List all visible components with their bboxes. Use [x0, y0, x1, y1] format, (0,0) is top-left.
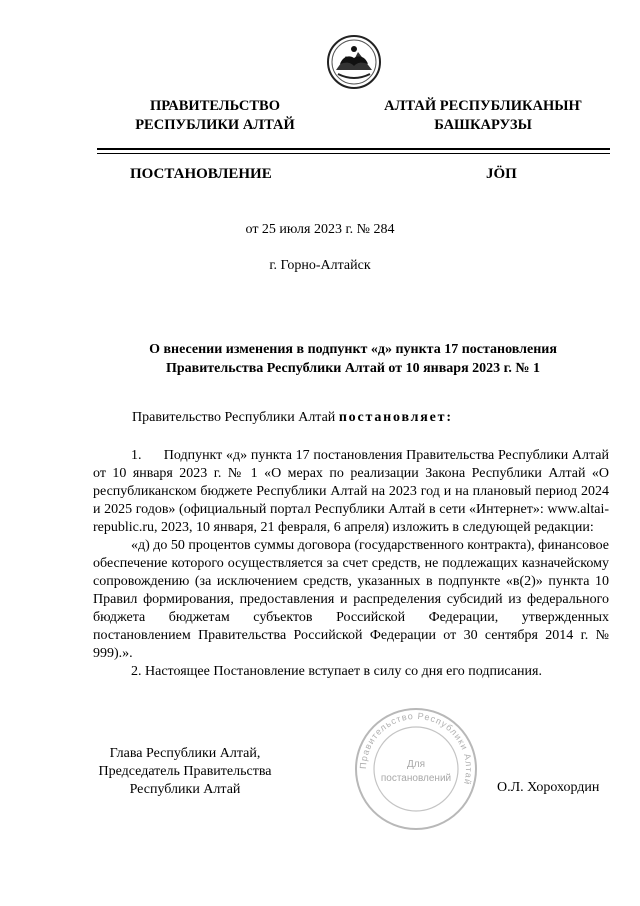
signatory-position: [80, 745, 290, 799]
issuer-altai-line-1: АЛТАЙ РЕСПУБЛИКАНЫҤ: [384, 98, 582, 114]
doc-type-altai: JÖП: [486, 166, 517, 182]
header-rule-thick: [97, 148, 610, 150]
header-rule-thin: [97, 153, 610, 154]
preamble-resolves: постановляет:: [338, 410, 453, 425]
document-title: [96, 340, 610, 378]
issuer-line-1: ПРАВИТЕЛЬСТВО: [150, 98, 280, 114]
issuer-altai-line-2: БАШКАРУЗЫ: [434, 117, 532, 133]
document-body: [93, 447, 609, 681]
title-line-1: О внесении изменения в подпункт «д» пункта 17 постановления: [149, 342, 557, 357]
preamble-text: Правительство Республики Алтай: [132, 410, 339, 425]
date-and-number: от 25 июля 2023 г. № 284: [245, 222, 395, 237]
seal-ring-text: Правительство Республики Алтай: [357, 710, 475, 787]
preamble: [132, 410, 453, 426]
doc-type-russian: ПОСТАНОВЛЕНИЕ: [130, 166, 272, 182]
seal-center-line-2: постановлений: [380, 773, 452, 784]
paragraph-item-1: 1. Подпункт «д» пункта 17 постановления Правительства Республики Алтай от 10 января 2023 г. № 1 «О мерах по реализации Закона Республики Алтай «О республиканском бюджете Республики Алтай на 2023 год и на плановый период 2024 и 2025 годов» (официальный портал Республики Алтай в сети «Интернет»: www.altai-republic.ru, 2023, 10 января, 21 февраля, 6 апреля) изложить в следующей редакции:: [93, 448, 609, 535]
official-seal-icon: [352, 705, 480, 833]
title-line-2: Правительства Республики Алтай от 10 января 2023 г. № 1: [165, 361, 541, 376]
issuer-name-altai: [378, 97, 588, 135]
issuer-name-russian: [110, 97, 320, 135]
paragraph-item-2: 2. Настоящее Постановление вступает в силу со дня его подписания.: [131, 664, 542, 679]
republic-emblem-icon: [326, 34, 382, 90]
paragraph-quoted-text: «д) до 50 процентов суммы договора (государственного контракта), финансовое обеспечение которого осуществляется за счет средств, не подлежащих казначейскому сопровождению (за исключением средств, указанных в подпункте «в(2)» пункта 10 Правил формирования, предоставления и распределения субсидий из федерального бюджета бюджетам субъектов Российской Федерации, утвержденных постановлением Правительства Российской Федерации от 30 сентября 2014 г. № 999).».: [93, 538, 609, 661]
signatory-name: О.Л. Хорохордин: [497, 780, 600, 795]
position-line-2: Председатель Правительства: [98, 764, 272, 779]
issuer-line-2: РЕСПУБЛИКИ АЛТАЙ: [135, 117, 295, 133]
position-line-1: Глава Республики Алтай,: [109, 746, 261, 761]
position-line-3: Республики Алтай: [129, 782, 241, 797]
seal-center-line-1: Для: [406, 759, 426, 770]
city: г. Горно-Алтайск: [269, 258, 371, 273]
